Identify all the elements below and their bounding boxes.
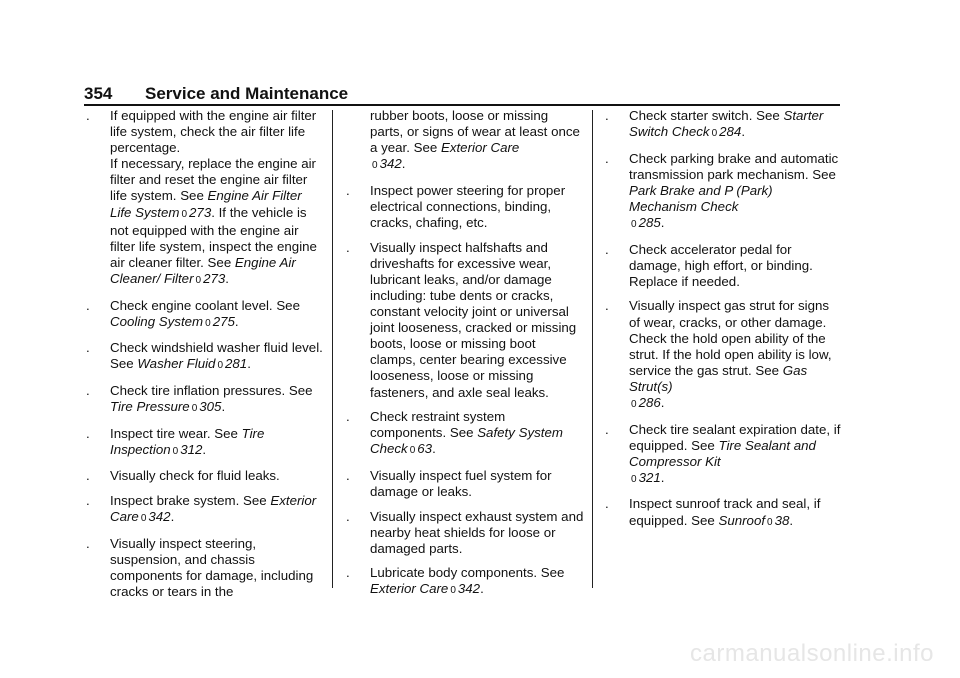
page-ref-icon: 0 [172,445,179,457]
bullet: . [605,108,609,123]
page-ref-icon: 0 [767,516,773,528]
page-reference[interactable]: 275 [212,313,235,329]
bullet: . [86,108,90,123]
item-text: Inspect sunroof track and seal, if equipped. See [629,496,821,528]
page-reference[interactable]: 342 [457,581,481,597]
bullet: . [86,297,90,313]
page-ref-icon: 0 [631,399,637,410]
list-item: . Inspect brake system. See Exterior Care 0 342. [86,492,317,524]
list-item [344,240,584,401]
page-ref-icon: 0 [450,585,456,597]
list-item: . Check tire sealant expiration date, if equipped. See Tire Sealant and Compressor Kit 0 321. [605,421,841,485]
cross-reference-link[interactable]: Engine Air Filter Life System [110,188,302,220]
column-divider [592,110,593,588]
page-reference[interactable]: 286 [638,395,661,410]
bullet: . [605,150,609,166]
page-reference[interactable]: 273 [189,204,212,220]
page-reference[interactable]: 38 [774,512,790,528]
page-reference[interactable]: 342 [148,508,171,524]
cross-reference-link[interactable]: Tire Sealant and Compressor Kit [629,437,816,469]
list-item: . Visually inspect gas strut for signs of wear, cracks, or other damage. Check the hold open ability of the strut. If the hold open ability is low, service the gas strut. See Gas Strut(s) 0 286. [605,298,832,410]
page-reference[interactable]: 284 [719,124,742,140]
item-text: Visually inspect halfshafts and driveshafts for excessive wear, lubricant leaks, and/or damage including: tube dents or cracks, constant velocity joint or universal joint looseness, cracked or missing boots, loose or missing boot clamps, center bearing excessive looseness, loose or missing fasteners, and axle seal leaks. [370,239,577,400]
item-text: Check engine coolant level. See [110,297,300,313]
list-item-continued: rubber boots, loose or missing parts, or signs of wear at least once a year. See Exterior Care 0 342. [370,108,580,172]
item-text: Check tire sealant expiration date, if equipped. See [629,421,841,453]
item-text: Inspect brake system. See [110,492,271,508]
item-text: Check parking brake and automatic transmission park mechanism. See [629,150,839,182]
page-ref-icon: 0 [191,403,198,414]
item-text: Visually inspect gas strut for signs of wear, cracks, or other damage. Check the hold open ability of the strut. If the hold open ability is low, service the gas strut. See [629,298,832,378]
bullet: . [346,239,350,255]
bullet: . [86,492,90,508]
page-ref-icon: 0 [372,160,378,172]
list-item: . Check windshield washer fluid level. See Washer Fluid 0 281. [86,340,323,372]
list-item [603,242,843,290]
cross-reference-link[interactable]: Exterior Care [370,581,449,597]
page-ref-icon: 0 [195,274,202,286]
item-text: Visually check for fluid leaks. [110,468,280,484]
page-ref-icon: 0 [409,445,416,457]
page-reference[interactable]: 312 [180,441,203,457]
watermark: carmanualsonline.info [690,640,934,667]
page-reference[interactable]: 285 [638,215,661,231]
bullet: . [86,468,90,484]
item-text: If equipped with the engine air filter life system, check the air filter life percentage. [110,108,317,156]
item-text: . If the vehicle is not equipped with the engine air filter life system, inspect the engine air cleaner filter. See [110,204,317,270]
list-item: . Inspect sunroof track and seal, if equipped. See Sunroof 0 38. [605,496,821,528]
bullet: . [86,535,90,551]
page-ref-icon: 0 [711,128,718,140]
list-item: . Check starter switch. See Starter Switch Check 0 284. [605,108,824,140]
item-text: Inspect power steering for proper electrical connections, binding, cracks, chafing, etc. [370,182,566,231]
item-text: Check accelerator pedal for damage, high effort, or binding. Replace if needed. [629,241,813,289]
page-ref-icon: 0 [631,219,637,231]
list-item [84,468,324,484]
cross-reference-link[interactable]: Tire Pressure [110,399,190,414]
list-item [344,183,584,231]
cross-reference-link[interactable]: Washer Fluid [137,356,216,372]
item-text: Visually inspect exhaust system and nearby heat shields for loose or damaged parts. [370,508,584,556]
bullet: . [605,496,609,512]
page-ref-icon: 0 [217,360,224,372]
page-ref-icon: 0 [205,317,211,329]
page-reference[interactable]: 281 [225,356,248,372]
bullet: . [346,409,350,425]
bullet: . [346,467,350,483]
bullet: . [605,298,609,314]
cross-reference-link[interactable]: Gas Strut(s) [629,362,808,394]
page-reference[interactable]: 305 [199,399,222,414]
page-reference[interactable]: 321 [638,469,661,485]
item-text: Visually inspect steering, suspension, and chassis components for damage, including cracks or tears in the [110,535,314,599]
cross-reference-link[interactable]: Sunroof [718,512,766,528]
list-item: . Lubricate body components. See Exterior Care 0 342. [346,565,565,597]
list-item: . Check engine coolant level. See Cooling System 0 275. [86,297,300,329]
column-2 [344,108,584,608]
list-item: . Check restraint system components. See Safety System Check 0 63. [346,409,563,457]
bullet: . [346,565,350,581]
cross-reference-link[interactable]: Safety System Check [370,425,563,457]
item-text: Check restraint system components. See [370,409,506,441]
bullet: . [86,425,90,441]
bullet: . [346,508,350,524]
page-header [84,82,840,106]
item-text: rubber boots, loose or missing parts, or signs of wear at least once a year. See [370,108,580,156]
item-text: Inspect tire wear. See [110,425,242,441]
page-reference[interactable]: 342 [379,156,402,172]
bullet: . [346,182,350,198]
cross-reference-link[interactable]: Park Brake and P (Park) Mechanism Check [629,182,773,214]
page-reference[interactable]: 273 [203,270,226,286]
cross-reference-link[interactable]: Starter Switch Check [629,108,824,140]
bullet: . [605,421,609,437]
list-item [344,468,584,500]
page-ref-icon: 0 [181,208,188,220]
section-title: Service and Maintenance [145,84,349,103]
page-reference[interactable]: 63 [417,441,433,457]
list-item: . Check tire inflation pressures. See Tire Pressure 0 305. [86,382,313,414]
list-item: . Check parking brake and automatic transmission park mechanism. See Park Brake and P (Park) Mechanism Check 0 285. [605,150,839,231]
item-text: Check windshield washer fluid level. See [110,340,323,372]
cross-reference-link[interactable]: Engine Air Cleaner/ Filter [110,254,296,286]
list-item [84,536,324,600]
item-text: Lubricate body components. See [370,565,565,581]
cross-reference-link[interactable]: Exterior Care [110,492,317,524]
page-ref-icon: 0 [140,512,147,524]
list-item [344,509,584,557]
item-text: Visually inspect fuel system for damage or leaks. [370,467,552,499]
bullet: . [605,241,609,257]
header-rule [84,104,840,106]
cross-reference-link[interactable]: Cooling System [110,313,204,329]
item-text: Check tire inflation pressures. See [110,382,313,398]
item-text: Check starter switch. See [629,108,784,123]
column-3 [603,108,843,539]
list-item: . Inspect tire wear. See Tire Inspection 0 312. [86,425,265,457]
column-divider [332,110,333,588]
column-1 [84,108,324,608]
cross-reference-link[interactable]: Exterior Care [440,140,520,156]
page-number: 354 [84,84,113,103]
list-item: . If equipped with the engine air filter life system, check the air filter life percentage. If necessary, replace the engine air filter and reset the engine air filter life system. See Engine Air Filter Life System 0 273. If the vehicle is not equipped with the engine air filter life system, inspect the engine air cleaner filter. See Engine Air Cleaner/ Filter 0 273. [84,108,324,289]
cross-reference-link[interactable]: Tire Inspection [110,425,265,457]
page-ref-icon: 0 [631,473,637,485]
item-text: If necessary, replace the engine air filter and reset the engine air filter life system. See [110,156,316,204]
bullet: . [86,382,90,398]
bullet: . [86,340,90,356]
